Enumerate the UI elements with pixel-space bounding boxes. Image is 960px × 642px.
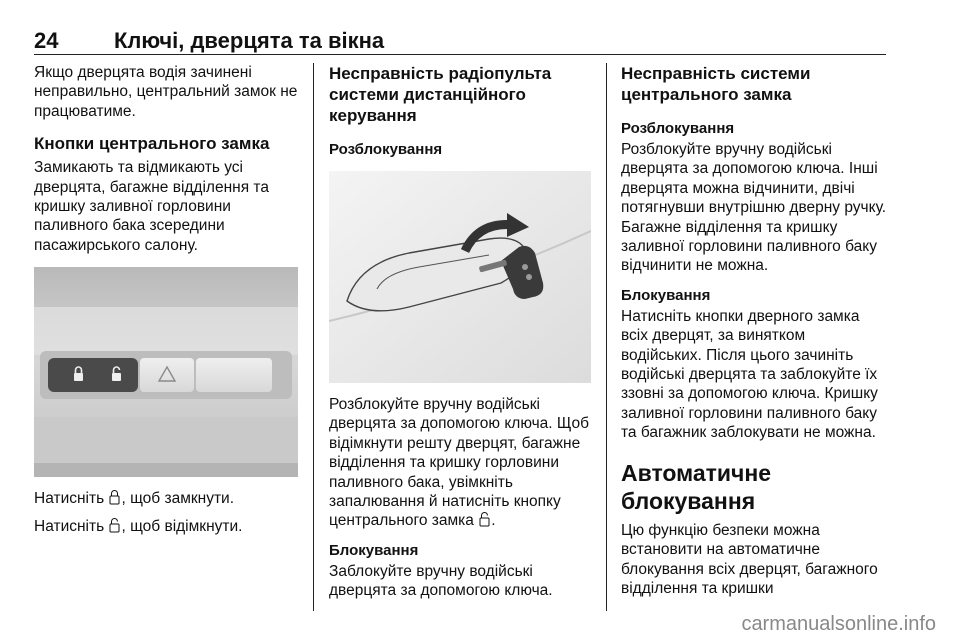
padlock-open-icon bbox=[109, 518, 120, 533]
central-lock-buttons-photo bbox=[34, 267, 298, 477]
body-paragraph: Цю функцію безпеки можна встановити на автоматичне блокування всіх дверцят, багажного відділення та кришки bbox=[621, 521, 878, 597]
lock-procedure: Натисніть кнопки дверного замка всіх дверцят, за винятком водійських. Після цього зачиніть водійські дверцята та заблокуйте їх ззовні за допомогою ключа. Кришку заливної горловини паливного баку та багажник заблокувати не можна. bbox=[621, 307, 878, 442]
body-paragraph: Замикають та відмикають усі дверцята, багажне відділення та кришку заливної горловини паливного бака зсередини пасажирського салону. bbox=[34, 159, 269, 254]
lock-procedure: Заблокуйте вручну водійські дверцята за допомогою ключа. bbox=[329, 562, 553, 600]
page-number: 24 bbox=[34, 28, 59, 53]
column-divider bbox=[606, 63, 607, 611]
subheading: Блокування bbox=[621, 286, 711, 304]
column-divider bbox=[313, 63, 314, 611]
subheading: Розблокування bbox=[621, 120, 735, 137]
subheading: Розблокування bbox=[329, 141, 443, 158]
unlock-instruction: Натисніть , щоб відімкнути. bbox=[34, 517, 243, 535]
section-heading: Несправність системи центрального замка bbox=[621, 64, 811, 104]
column-left bbox=[34, 63, 302, 544]
unlock-procedure: Розблокуйте вручну водійські дверцята за допомогою ключа. Щоб відімкнути решту дверцят, багажне відділення та кришку горловини паливного бака, увімкніть запалювання й натисніть кнопку центрального замка . bbox=[329, 396, 589, 530]
lock-instruction: Натисніть , щоб замкнути. bbox=[34, 490, 235, 508]
page-header bbox=[34, 28, 886, 55]
page-title: Ключі, дверцята та вікна bbox=[114, 28, 385, 53]
lock-button-pair bbox=[48, 358, 138, 392]
section-heading: Кнопки центрального замка bbox=[34, 134, 270, 154]
subheading: Блокування bbox=[329, 541, 419, 559]
intro-paragraph: Якщо дверцята водія зачинені неправильно, центральний замок не працюватиме. bbox=[34, 64, 298, 120]
column-right bbox=[621, 63, 889, 598]
padlock-open-icon bbox=[479, 512, 490, 527]
section-heading: Несправність радіопульта системи дистанційного керування bbox=[329, 64, 552, 125]
unlock-procedure: Розблокуйте вручну водійські дверцята за допомогою ключа. Інші дверцята можна відчинити, двічі потягнувши внутрішню дверну ручку. Багажне відділення та кришку заливної горловини паливного баку відчинити не можна. bbox=[621, 141, 887, 275]
major-heading: Автоматичне блокування bbox=[621, 459, 772, 514]
padlock-closed-icon bbox=[109, 490, 120, 505]
door-handle-key-illustration bbox=[329, 171, 591, 383]
watermark: carmanualsonline.info bbox=[741, 613, 936, 635]
column-middle bbox=[329, 63, 595, 601]
